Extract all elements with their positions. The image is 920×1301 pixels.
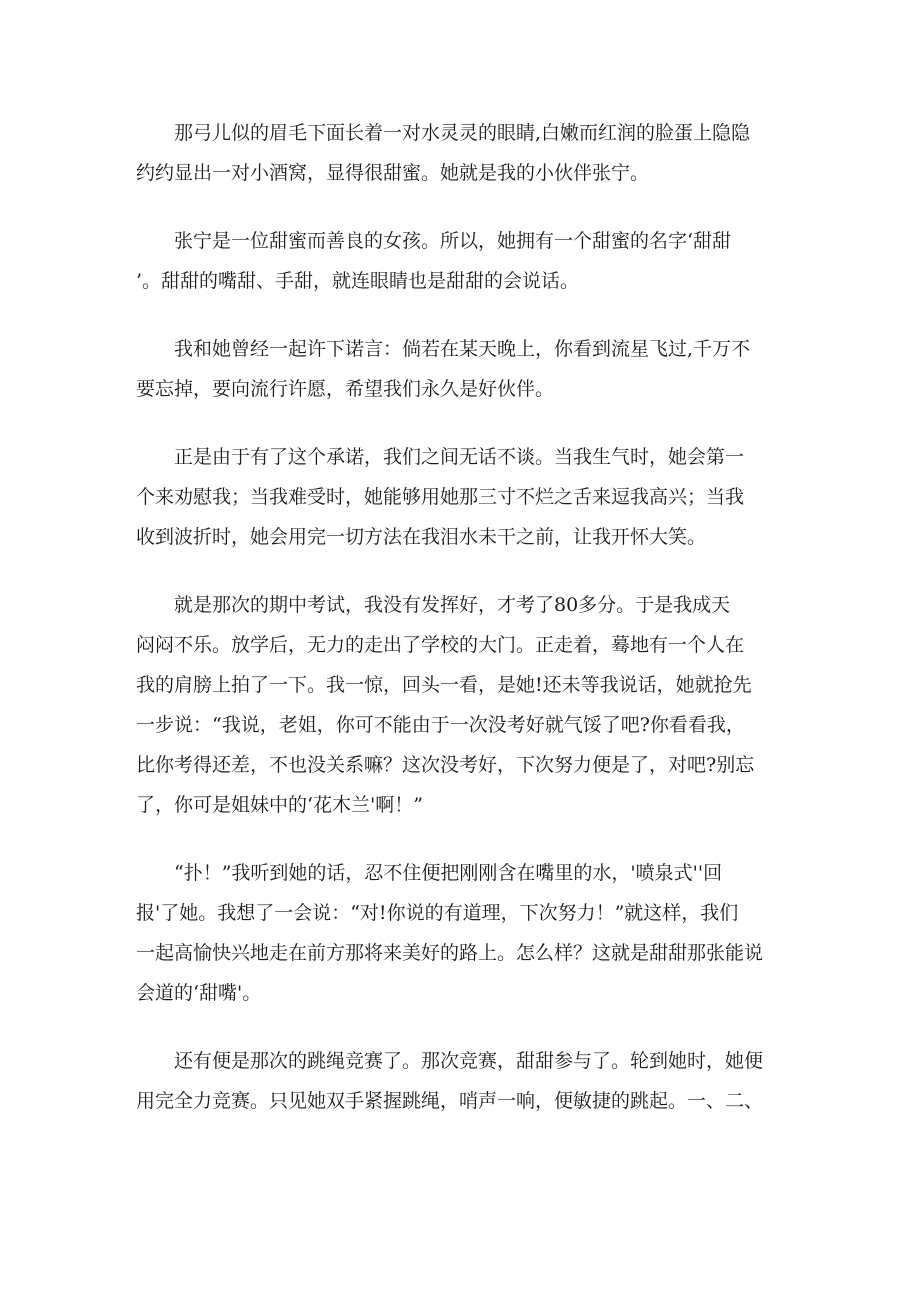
text-line: 收到波折时，她会用完一切方法在我泪水未干之前，让我开怀大笑。 — [136, 526, 707, 548]
text-line: 正是由于有了这个承诺，我们之间无话不谈。当我生气时，她会第一 — [174, 446, 745, 468]
text-line: 一步说：“我说，老姐，你可不能由于一次没考好就气馁了吧?你看看我， — [136, 714, 745, 736]
paragraph-3 — [136, 329, 796, 409]
document-body — [136, 113, 796, 1149]
text-line: 用完全力竞赛。只见她双手紧握跳绳，哨声一响，便敏捷的跳起。一、二、 — [136, 1090, 764, 1112]
paragraph-6 — [136, 853, 796, 1013]
paragraph-4 — [136, 437, 796, 557]
text-line: 那弓儿似的眉毛下面长着一对水灵灵的眼睛,白嫩而红润的脸蛋上隐隐 — [174, 122, 751, 144]
text-line: 报'了她。我想了一会说：“对!你说的有道理，下次努力！”就这样，我们 — [136, 902, 739, 924]
text-line: 会道的‘甜嘴'。 — [136, 982, 262, 1004]
text-line: 一起高愉快兴地走在前方那将来美好的路上。怎么样？这就是甜甜那张能说 — [136, 942, 764, 964]
paragraph-5 — [136, 585, 796, 825]
paragraph-7 — [136, 1041, 796, 1121]
paragraph-2 — [136, 221, 796, 301]
text-line: 闷闷不乐。放学后，无力的走出了学校的大门。正走着，蓦地有一个人在 — [136, 634, 745, 656]
text-line: 张宁是一位甜蜜而善良的女孩。所以，她拥有一个甜蜜的名字‘甜甜 — [174, 230, 732, 252]
text-line: 我的肩膀上拍了一下。我一惊，回头一看，是她!还未等我说话，她就抢先 — [136, 674, 752, 696]
text-line: 个来劝慰我；当我难受时，她能够用她那三寸不烂之舌来逗我高兴；当我 — [136, 486, 745, 508]
text-line: 我和她曾经一起许下诺言：倘若在某天晚上，你看到流星飞过,千万不 — [174, 338, 751, 360]
text-line: “扑！”我听到她的话，忍不住便把刚刚含在嘴里的水，'喷泉式''回 — [174, 862, 723, 884]
text-line: 了，你可是姐妹中的‘花木兰'啊！” — [136, 794, 423, 816]
text-line: ’。甜甜的嘴甜、手甜，就连眼睛也是甜甜的会说话。 — [136, 270, 580, 292]
text-line: 约约显出一对小酒窝，显得很甜蜜。她就是我的小伙伴张宁。 — [136, 162, 650, 184]
text-line: 就是那次的期中考试，我没有发挥好，才考了80多分。于是我成天 — [174, 594, 731, 616]
text-line: 要忘掉，要向流行许愿，希望我们永久是好伙伴。 — [136, 378, 555, 400]
text-line: 比你考得还差，不也没关系嘛？这次没考好，下次努力便是了，对吧?别忘 — [136, 754, 755, 776]
paragraph-1 — [136, 113, 796, 193]
text-line: 还有便是那次的跳绳竞赛了。那次竞赛，甜甜参与了。轮到她时，她便 — [174, 1050, 764, 1072]
